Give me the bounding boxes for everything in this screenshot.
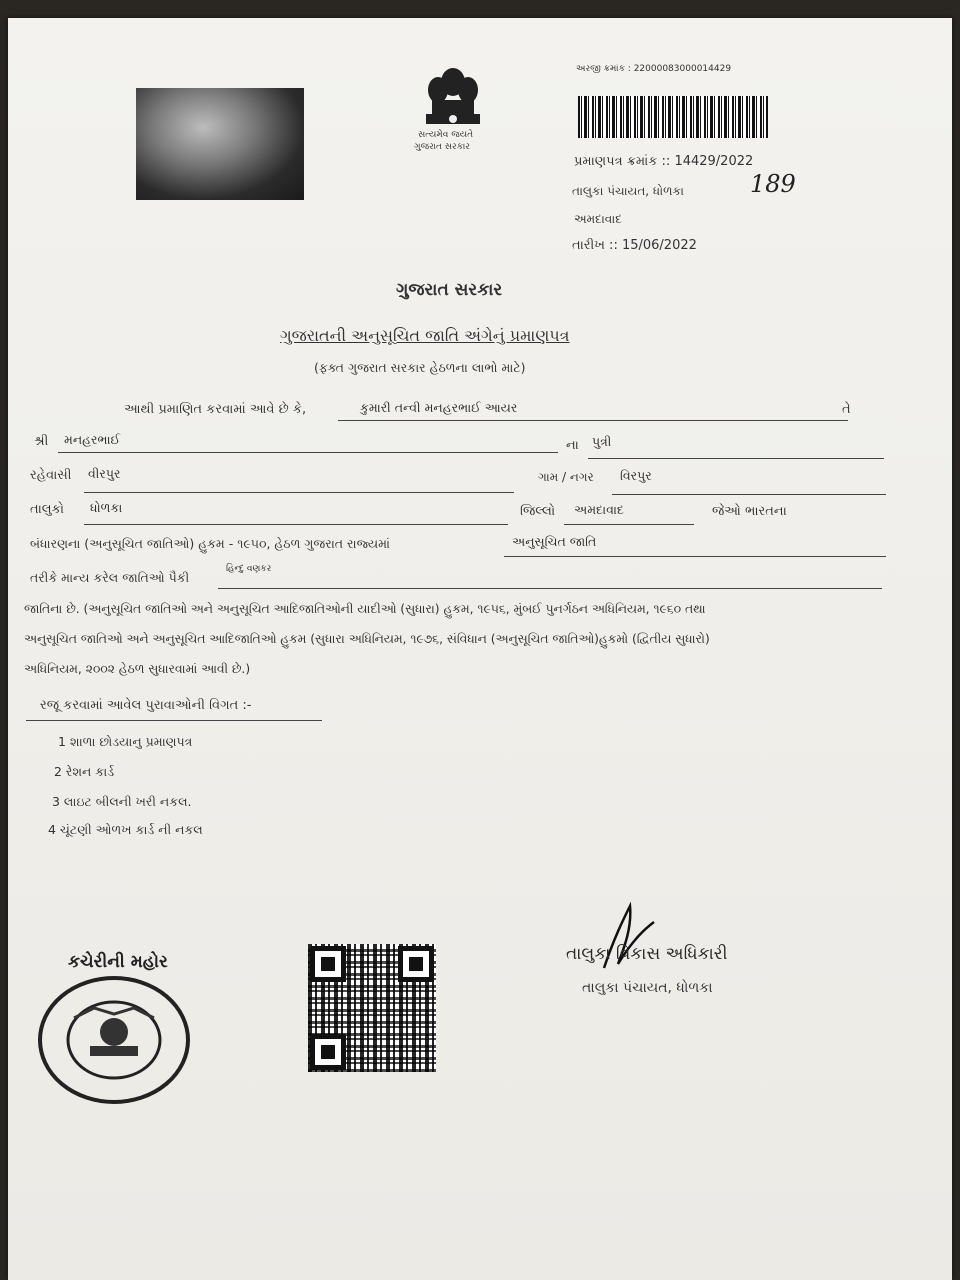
category-underline bbox=[504, 556, 886, 557]
caste-value: હિન્દુ વણકર bbox=[226, 564, 272, 574]
signatory-office: તાલુકા પંચાયત, ધોળકા bbox=[582, 980, 713, 996]
paragraph-line-3: અધિનિયમ, ૨૦૦૨ હેઠળ સુધારવામાં આવી છે.) bbox=[24, 662, 251, 676]
paragraph-line-2: અનુસૂચિત જાતિઓ અને અનુસૂચિત આદિજાતિઓ હુકમ (સુધારા અધિનિયમ, ૧૯૭૬, સંવિધાન (અનુસૂચિત જાતિઓ)હુકમો (દ્વિતીય સુધારો) bbox=[24, 632, 710, 646]
father-underline bbox=[58, 452, 558, 453]
evidence-heading: રજૂ કરવામાં આવેલ પુરાવાઓની વિગત :- bbox=[40, 698, 252, 713]
evidence-item: 4 ચૂંટણી ઓળખ કાર્ડ ની નકલ bbox=[48, 822, 203, 837]
relation-underline bbox=[588, 458, 884, 459]
relation: પુત્રી bbox=[592, 434, 612, 449]
handwritten-number: 189 bbox=[750, 170, 796, 198]
emblem-motto: સત્યમેવ જયતે bbox=[418, 130, 474, 140]
place: અમદાવાદ bbox=[574, 212, 622, 226]
father-name: મનહરભાઈ bbox=[64, 432, 121, 447]
resident-label: રહેવાસી bbox=[30, 468, 72, 483]
shri-label: શ્રી bbox=[34, 434, 49, 449]
name-suffix: તે bbox=[842, 402, 851, 417]
district-label: જિલ્લો bbox=[520, 504, 556, 519]
village-underline bbox=[612, 494, 886, 495]
category-value: અનુસૂચિત જાતિ bbox=[512, 534, 597, 549]
applicant-name: કુમારી તન્વી મનહરભાઈ આયર bbox=[360, 400, 518, 415]
signature-icon bbox=[594, 898, 674, 978]
barcode bbox=[578, 96, 768, 138]
qr-code bbox=[308, 944, 436, 1072]
gov-title: ગુજરાત સરકાર bbox=[396, 280, 503, 300]
resident-underline bbox=[84, 492, 514, 493]
caste-underline bbox=[218, 588, 882, 589]
name-underline bbox=[338, 420, 848, 421]
barcode-label: અરજી ક્રમાંક : 22000083000014429 bbox=[576, 64, 732, 74]
evidence-heading-underline bbox=[26, 720, 322, 721]
applicant-photo bbox=[136, 88, 304, 200]
certificate-number: પ્રમાણપત્ર ક્રમાંક :: 14429/2022 bbox=[574, 154, 754, 169]
na-label: ના bbox=[566, 438, 579, 453]
office-seal-icon bbox=[34, 968, 194, 1108]
cert-title: ગુજરાતની અનુસૂચિત જાતિ અંગેનું પ્રમાણપત્ર bbox=[280, 326, 570, 345]
who-label: જેઓ ભારતના bbox=[712, 504, 787, 519]
resident-value: વીરપુર bbox=[88, 466, 121, 481]
evidence-item: 2 રેશન કાર્ડ bbox=[54, 764, 115, 779]
evidence-item: 3 લાઇટ બીલની ખરી નકલ. bbox=[52, 794, 192, 809]
village-value: વિરપુર bbox=[620, 468, 652, 483]
taluka-value: ધોળકા bbox=[90, 500, 123, 515]
village-label: ગામ / નગર bbox=[538, 470, 594, 484]
seal-label: કચેરીની મહોર bbox=[68, 952, 168, 972]
district-underline bbox=[564, 524, 694, 525]
cert-subtitle: (ફક્ત ગુજરાત સરકાર હેઠળના લાભો માટે) bbox=[314, 360, 526, 375]
emblem-caption: ગુજરાત સરકાર bbox=[414, 142, 470, 152]
issue-date: તારીખ :: 15/06/2022 bbox=[572, 238, 697, 253]
district-value: અમદાવાદ bbox=[574, 502, 624, 517]
evidence-item: 1 શાળા છોડયાનુ પ્રમાણપત્ર bbox=[58, 734, 193, 749]
taluka-underline bbox=[84, 524, 508, 525]
recognized-text: તરીકે માન્ય કરેલ જાતિઓ પૈકી bbox=[30, 570, 190, 585]
office-line: તાલુકા પંચાયત, ધોળકા bbox=[572, 184, 684, 198]
taluka-label: તાલુકો bbox=[30, 502, 65, 517]
paragraph-line-1: જાતિના છે. (અનુસૂચિત જાતિઓ અને અનુસૂચિત આદિજાતિઓની યાદીઓ (સુધારા) હુકમ, ૧૯૫૬, મુંબઈ પુનર્ગઠન અધિનિયમ, ૧૯૬૦ તથા bbox=[24, 602, 706, 616]
certify-prefix: આથી પ્રમાણિત કરવામાં આવે છે કે, bbox=[124, 402, 307, 417]
certificate-page bbox=[8, 18, 952, 1280]
constitution-text: બંધારણના (અનુસૂચિત જાતિઓ) હુકમ - ૧૯૫૦, હેઠળ ગુજરાત રાજ્યમાં bbox=[30, 536, 390, 551]
signatory-title: તાલુકા વિકાસ અધિકારી bbox=[566, 944, 728, 964]
